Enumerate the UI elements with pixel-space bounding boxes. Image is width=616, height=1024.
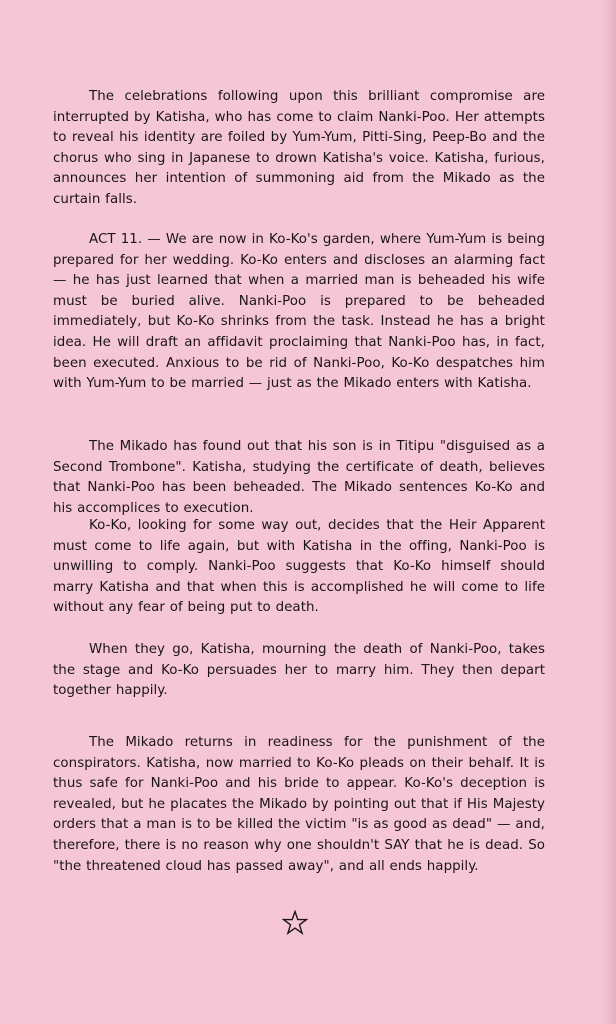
paragraph-text: The Mikado returns in readiness for the punishment of the conspirators. Katisha, now married to Ko-Ko pleads on their behalf. It is thus safe for Nanki-Poo and his bride to appear. Ko-Ko's deception is revealed, but he placates the Mikado by pointing out that if His Majesty orders that a man is to be killed the victim "is as good as dead" — and, therefore, there is no reason why one shouldn't SAY that he is dead. So "the threatened cloud has passed away", and all ends happily. (53, 735, 545, 874)
paragraph-text: ACT 11. — We are now in Ko-Ko's garden, where Yum-Yum is being prepared for her wedding. Ko-Ko enters and discloses an alarming fact — he has just learned that when a married man is beheaded his wife must be buried alive. Nanki-Poo is prepared to be beheaded immediately, but Ko-Ko shrinks from the task. Instead he has a bright idea. He will draft an affidavit proclaiming that Nanki-Poo has, in fact, been executed. Anxious to be rid of Nanki-Poo, Ko-Ko despatches him with Yum-Yum to be married — just as the Mikado enters with Katisha. (53, 232, 545, 392)
star-outline-icon (282, 910, 308, 936)
paragraph-text: The celebrations following upon this brilliant compromise are interrupted by Katisha, who has come to claim Nanki-Poo. Her attempts to reveal his identity are foiled by Yum-Yum, Pitti-Sing, Peep-Bo and the chorus who sing in Japanese to drown Katisha's voice. Katisha, furious, announces her intention of summoning aid from the Mikado as the curtain falls. (53, 89, 545, 207)
paragraph-mikado-discovery (53, 437, 545, 519)
paragraph-katisha-marriage (53, 640, 545, 702)
paragraph-finale (53, 733, 545, 877)
page-edge-shadow (602, 0, 616, 1024)
paragraph-act1-ending (53, 87, 545, 211)
paragraph-act2-intro (53, 230, 545, 395)
paragraph-koko-plan (53, 516, 545, 619)
paragraph-text: Ko-Ko, looking for some way out, decides that the Heir Apparent must come to life again, but with Katisha in the offing, Nanki-Poo is unwilling to comply. Nanki-Poo suggests that Ko-Ko himself should marry Katisha and that when this is accomplished he will come to life without any fear of being put to death. (53, 518, 545, 616)
paragraph-text: When they go, Katisha, mourning the death of Nanki-Poo, takes the stage and Ko-Ko persuades her to marry him. They then depart together happily. (53, 642, 545, 699)
paragraph-text: The Mikado has found out that his son is in Titipu "disguised as a Second Trombone". Katisha, studying the certificate of death, believes that Nanki-Poo has been beheaded. The Mikado sentences Ko-Ko and his accomplices to execution. (53, 439, 545, 516)
